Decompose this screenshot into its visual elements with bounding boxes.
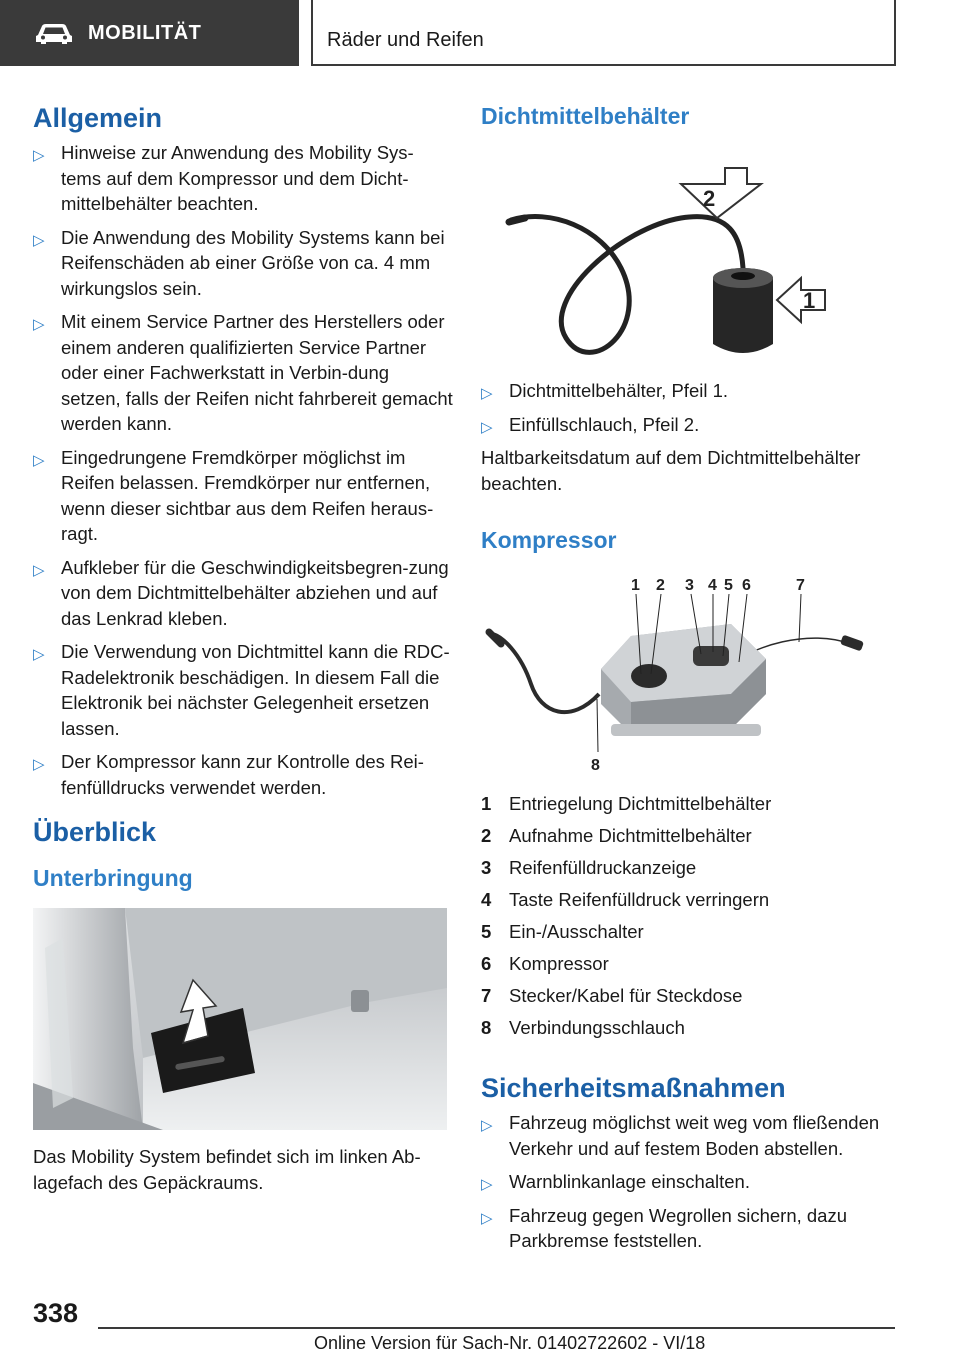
list-item: ▷ Eingedrungene Fremdkörper möglichst im Reifen belassen. Fremdkörper nur entfernen, wenn dieser sichtbar aus dem Reifen heraus-ragt. bbox=[33, 446, 434, 544]
dicht-list bbox=[481, 378, 901, 437]
unterbringung-caption: Das Mobility System befindet sich im linken Ab-lagefach des Gepäckraums. bbox=[33, 1146, 421, 1193]
svg-text:2: 2 bbox=[703, 186, 716, 211]
list-item: 1 Entriegelung Dichtmittelbehälter bbox=[481, 793, 772, 814]
list-item: 6 Kompressor bbox=[481, 953, 609, 974]
triangle-bullet-icon: ▷ bbox=[33, 561, 45, 579]
svg-text:6: 6 bbox=[742, 577, 751, 594]
list-item: ▷ Mit einem Service Partner des Herstellers oder einem anderen qualifizierten Service Partner oder einer Fachwerkstatt in Verbin-dung setzen, falls der Reifen nicht fahrbereit gemacht werden kann. bbox=[33, 311, 453, 434]
footer-divider bbox=[98, 1327, 895, 1329]
list-item: ▷ Warnblinkanlage einschalten. bbox=[481, 1169, 901, 1195]
heading-unterbringung: Unterbringung bbox=[33, 865, 193, 891]
heading-allgemein: Allgemein bbox=[33, 103, 163, 133]
compressor-parts-list bbox=[481, 788, 901, 1044]
sealant-figure bbox=[481, 148, 895, 370]
heading-sicherheitsmassnahmen: Sicherheitsmaßnahmen bbox=[481, 1073, 786, 1103]
list-item: 2 Aufnahme Dichtmittelbehälter bbox=[481, 825, 752, 846]
list-item: ▷ Die Anwendung des Mobility Systems kann bei Reifenschäden ab einer Größe von ca. 4 mm wirkungslos sein. bbox=[33, 226, 445, 299]
trunk-photo bbox=[33, 908, 447, 1130]
page-number: 338 bbox=[33, 1298, 79, 1328]
list-item: ▷ Dichtmittelbehälter, Pfeil 1. bbox=[481, 378, 901, 404]
svg-text:1: 1 bbox=[803, 288, 816, 313]
left-column bbox=[33, 100, 453, 1195]
svg-text:5: 5 bbox=[724, 577, 733, 594]
triangle-bullet-icon: ▷ bbox=[481, 1117, 493, 1134]
list-item: ▷ Aufkleber für die Geschwindigkeitsbegren-zung von dem Dichtmittelbehälter abziehen und auf das Lenkrad kleben. bbox=[33, 556, 449, 629]
heading-ueberblick: Überblick bbox=[33, 817, 157, 847]
list-item: ▷ Die Verwendung von Dichtmittel kann die RDC-Radelektronik beschädigen. In diesem Fall die Elektronik bei nächster Gelegenheit ersetzen lassen. bbox=[33, 641, 450, 739]
sicherheit-list bbox=[481, 1110, 901, 1254]
list-item: ▷ Der Kompressor kann zur Kontrolle des Rei-fenfülldrucks verwendet werden. bbox=[33, 751, 424, 798]
heading-dichtmittelbehaelter: Dichtmittelbehälter bbox=[481, 103, 690, 129]
list-item: ▷ Fahrzeug gegen Wegrollen sichern, dazu Parkbremse feststellen. bbox=[481, 1204, 848, 1251]
compressor-figure bbox=[481, 574, 895, 786]
list-item: 3 Reifenfülldruckanzeige bbox=[481, 857, 697, 878]
triangle-bullet-icon: ▷ bbox=[481, 1209, 493, 1227]
car-icon bbox=[34, 21, 74, 45]
list-item: ▷ Einfüllschlauch, Pfeil 2. bbox=[481, 412, 901, 438]
dicht-note: Haltbarkeitsdatum auf dem Dichtmittelbehälter beachten. bbox=[481, 447, 861, 494]
section-tab bbox=[0, 0, 299, 66]
triangle-bullet-icon: ▷ bbox=[33, 316, 45, 333]
svg-text:3: 3 bbox=[685, 577, 694, 594]
list-item: ▷ Fahrzeug möglichst weit weg vom fließenden Verkehr und auf festem Boden abstellen. bbox=[481, 1112, 880, 1159]
triangle-bullet-icon: ▷ bbox=[33, 451, 45, 469]
svg-text:8: 8 bbox=[591, 757, 600, 774]
triangle-bullet-icon: ▷ bbox=[481, 385, 493, 402]
heading-kompressor: Kompressor bbox=[481, 527, 617, 553]
svg-text:1: 1 bbox=[631, 577, 640, 594]
triangle-bullet-icon: ▷ bbox=[33, 147, 45, 164]
triangle-bullet-icon: ▷ bbox=[33, 756, 45, 773]
footer-note: Online Version für Sach-Nr. 01402722602 - VI/18 bbox=[314, 1333, 706, 1353]
svg-text:2: 2 bbox=[656, 577, 665, 594]
triangle-bullet-icon: ▷ bbox=[481, 1176, 493, 1193]
list-item: ▷ Hinweise zur Anwendung des Mobility Sys-tems auf dem Kompressor und dem Dicht-mittelbehälter beachten. bbox=[33, 142, 414, 214]
list-item: 8 Verbindungsschlauch bbox=[481, 1017, 685, 1038]
svg-text:4: 4 bbox=[708, 577, 717, 594]
right-column bbox=[481, 100, 901, 1262]
list-item: 5 Ein-/Ausschalter bbox=[481, 921, 644, 942]
section-label: MOBILITÄT bbox=[88, 21, 202, 44]
triangle-bullet-icon: ▷ bbox=[33, 646, 45, 663]
list-item: 4 Taste Reifenfülldruck verringern bbox=[481, 889, 770, 910]
chapter-box bbox=[311, 0, 896, 66]
list-item: 7 Stecker/Kabel für Steckdose bbox=[481, 985, 743, 1006]
allgemein-list bbox=[33, 140, 453, 800]
chapter-title: Räder und Reifen bbox=[327, 29, 484, 51]
svg-text:7: 7 bbox=[796, 577, 805, 594]
triangle-bullet-icon: ▷ bbox=[33, 231, 45, 249]
triangle-bullet-icon: ▷ bbox=[481, 418, 493, 436]
